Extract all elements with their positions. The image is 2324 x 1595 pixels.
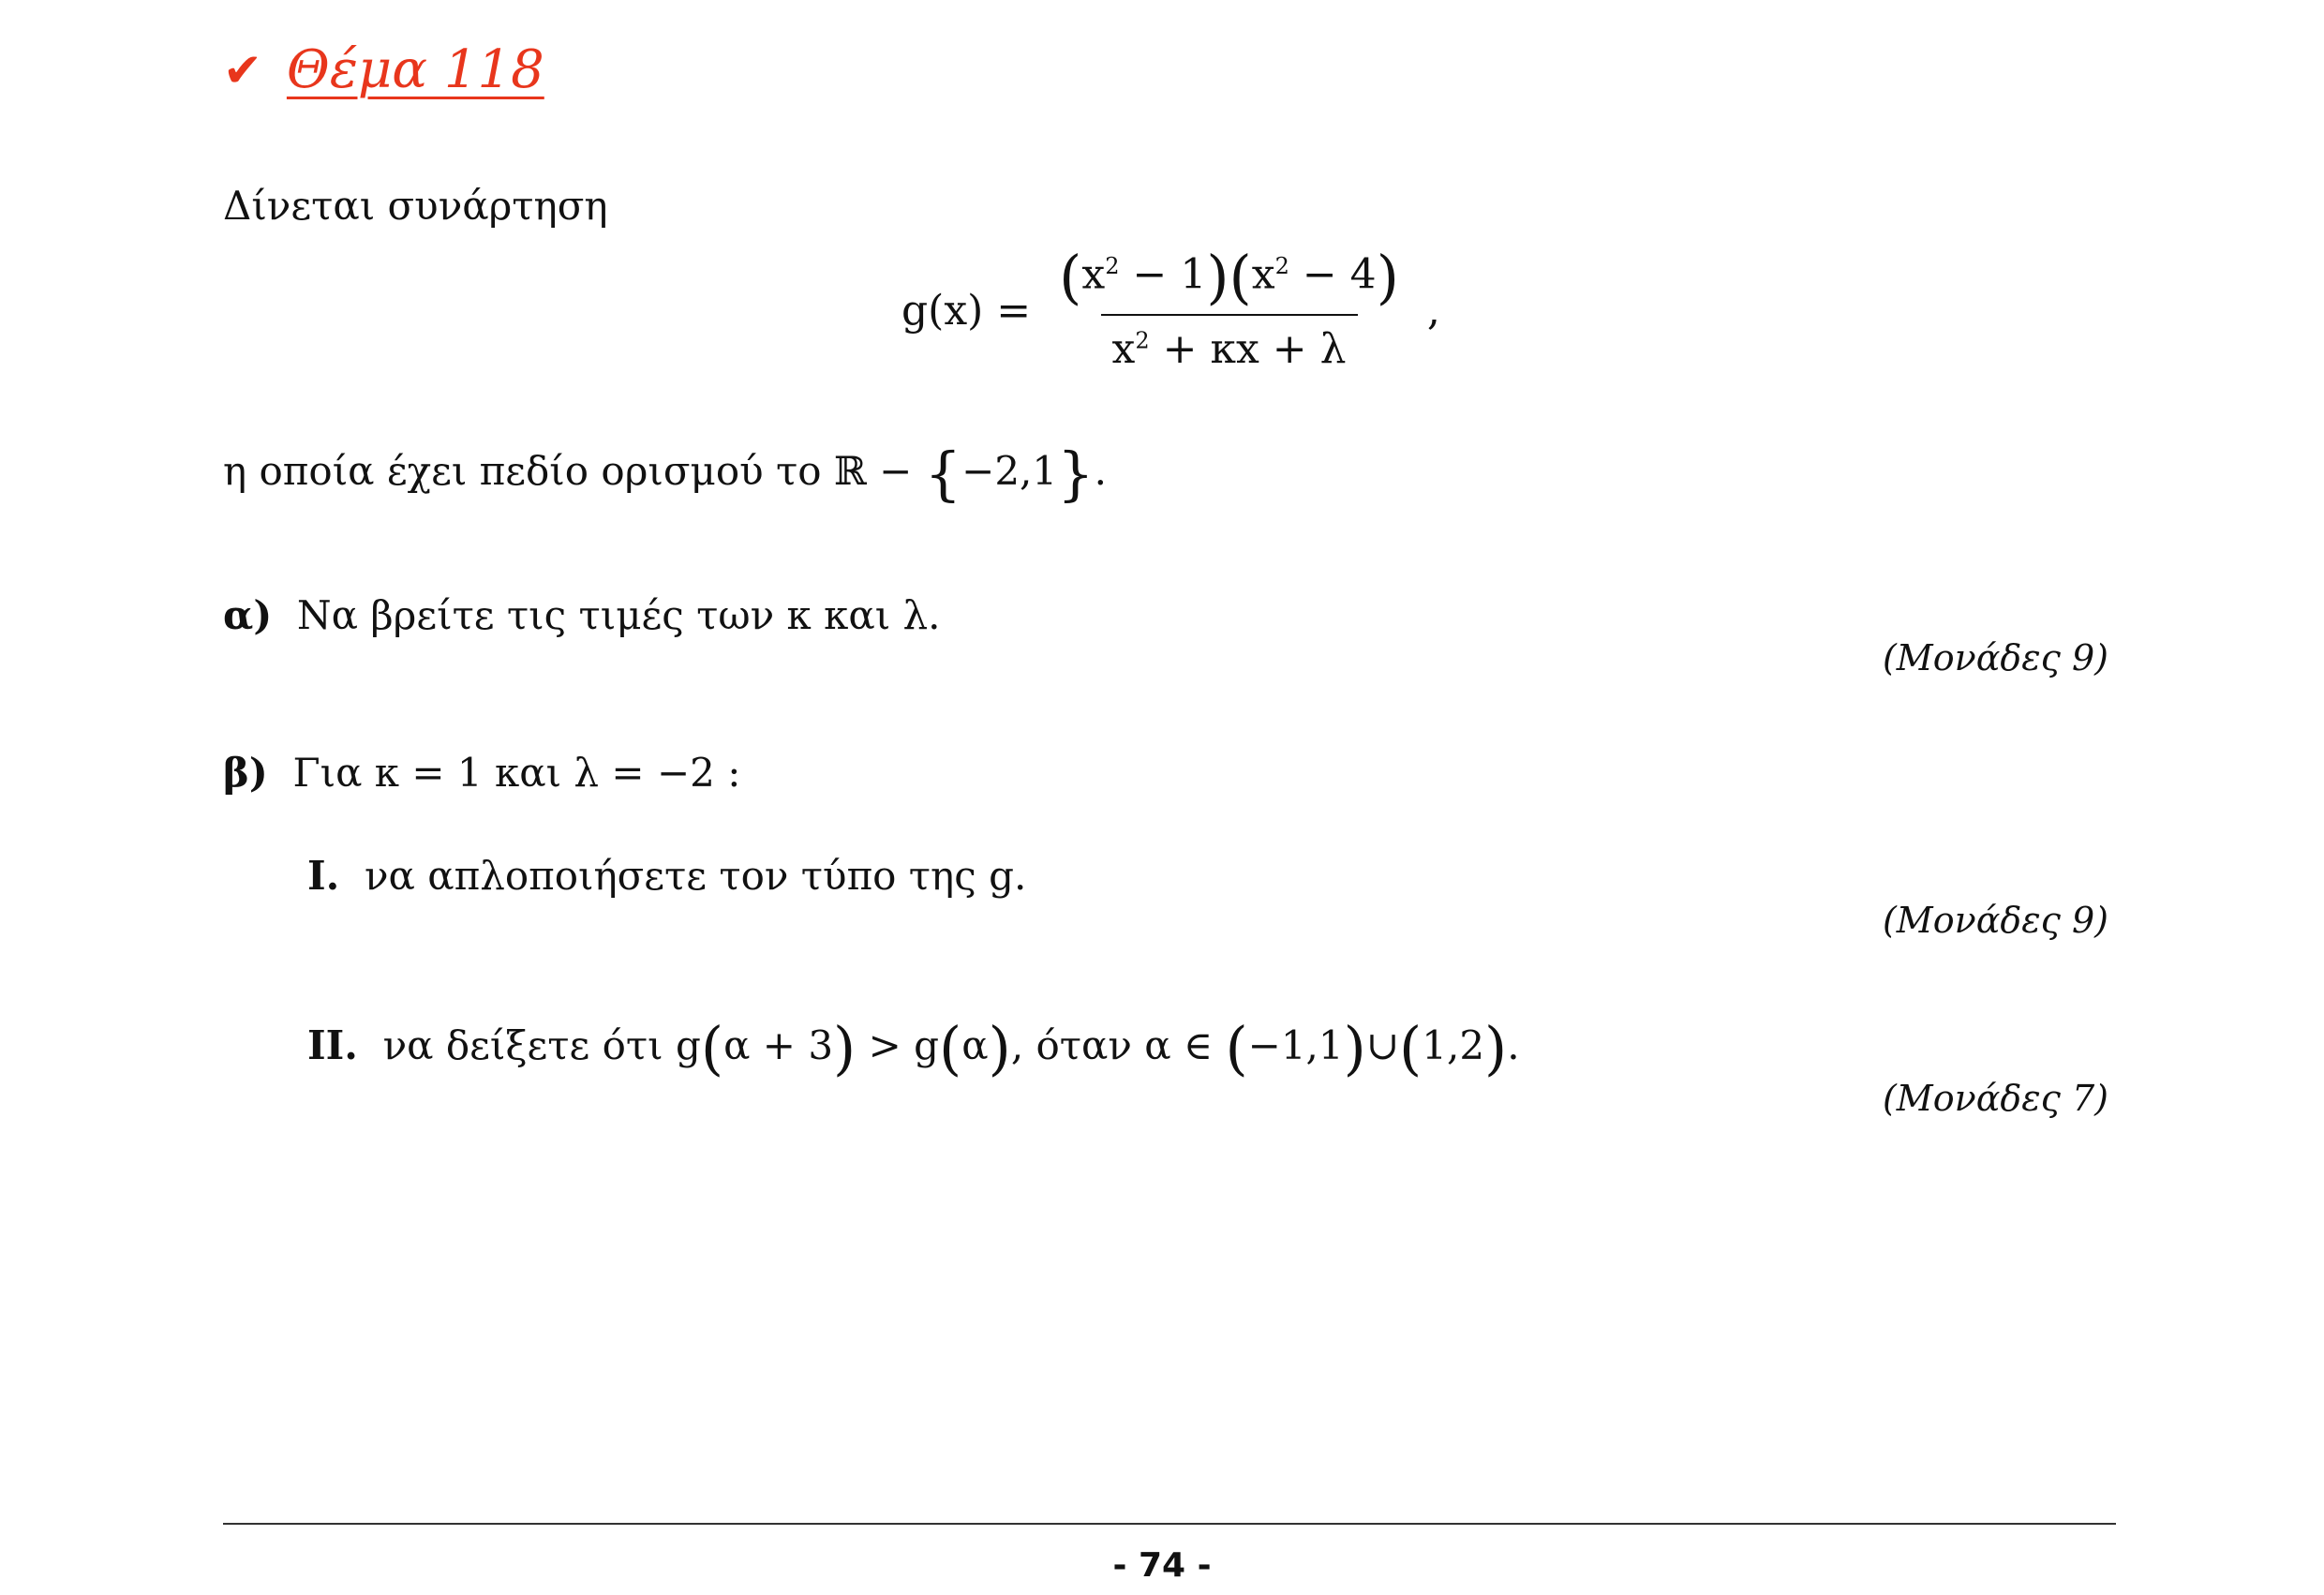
question-b-i-label: I. <box>307 853 340 899</box>
footer-divider <box>223 1523 2116 1525</box>
formula-trailing-comma: , <box>1426 287 1440 335</box>
checkmark-icon: ✔ <box>223 42 262 97</box>
question-b <box>223 750 740 796</box>
formula-denominator: $x^2 + \kappa x + \lambda$ <box>1101 314 1358 373</box>
marks-a: (Μονάδες 9) <box>1882 637 2108 678</box>
question-b-label: β) <box>223 750 268 796</box>
formula-lhs: g(x) = <box>901 287 1032 335</box>
question-b-i <box>307 853 1026 899</box>
formula-numerator: $(x^2 - 1)(x^2 - 4)$ <box>1059 243 1399 311</box>
question-b-text: Για κ = 1 και λ = −2 : <box>292 750 741 796</box>
question-a-text: Να βρείτε τις τιμές των κ και λ. <box>296 592 941 638</box>
question-a-label: α) <box>223 592 273 638</box>
question-b-ii: II. να δείξετε ότι g(α + 3) > g(α), όταν α ∈ (−1,1)∪(1,2). <box>307 1014 1520 1082</box>
formula-fraction <box>1048 243 1410 373</box>
intro-text: Δίνεται συνάρτηση <box>223 183 608 229</box>
marks-b-i: (Μονάδες 9) <box>1882 900 2108 941</box>
domain-statement: η οποία έχει πεδίο ορισμού το ℝ − {−2,1}. <box>223 440 1107 508</box>
question-a <box>223 592 941 638</box>
page-number: - 74 - <box>1112 1546 1212 1585</box>
problem-title <box>223 39 544 100</box>
function-formula <box>901 243 1440 373</box>
question-b-ii-label: II. <box>307 1022 358 1068</box>
problem-title-text: Θέμα 118 <box>286 39 544 100</box>
marks-b-ii: (Μονάδες 7) <box>1882 1078 2108 1119</box>
question-b-i-text: να απλοποιήσετε τον τύπο της g. <box>364 853 1027 899</box>
